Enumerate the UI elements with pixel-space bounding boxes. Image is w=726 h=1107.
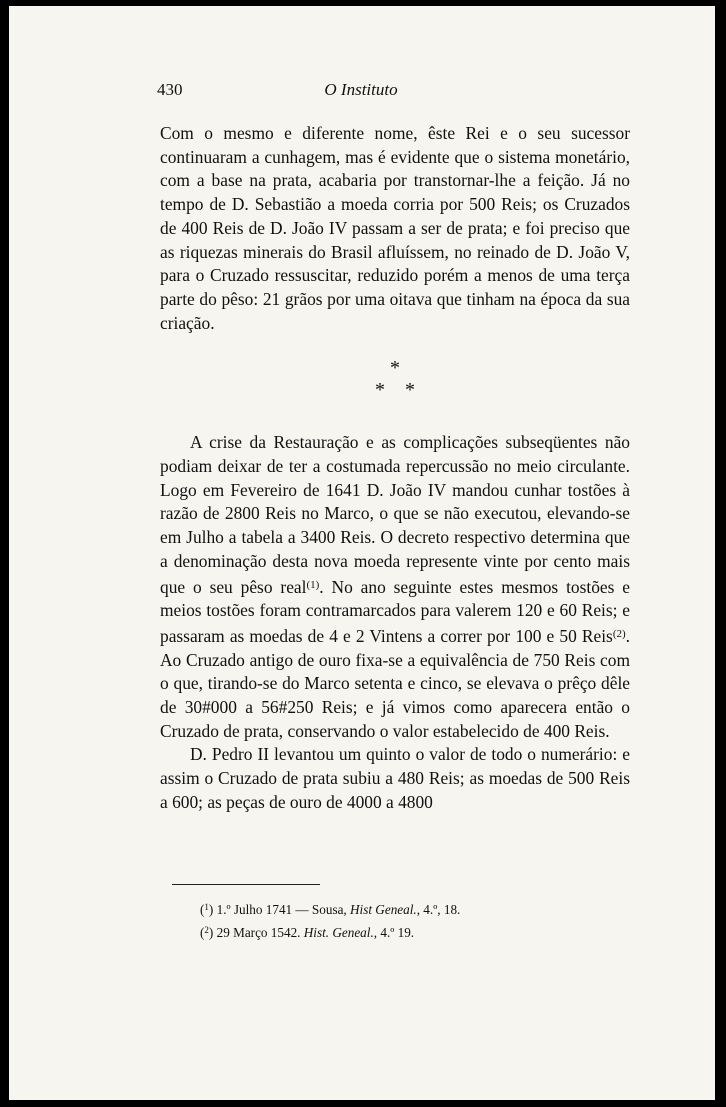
footnote-ref-1[interactable]: (1) xyxy=(306,578,320,591)
paragraph-2-text: . Ao Cruzado antigo de ouro fixa-se a equivalência de 750 Reis com o que, tirando-se do Marco setenta e cinco, se elevava o prêço dêle de 30#000 a 56#250 Reis; e já vimos como aparecera então o Cruzado de prata, conservando o valor estabelecido de 400 Reis. xyxy=(160,625,630,741)
document-page xyxy=(9,6,715,1100)
footnotes xyxy=(200,897,620,943)
running-title: O Instituto xyxy=(324,80,398,99)
asterism-divider xyxy=(375,358,415,408)
footnote-1: ($^1$) 1.º Julho 1741 — Sousa, Hist Geneal., 4.º, 18. xyxy=(200,902,461,917)
asterisk: * xyxy=(375,379,385,402)
footnote-tail: , 4.º, 18. xyxy=(416,902,461,917)
page-header xyxy=(157,80,565,104)
paragraph-3: D. Pedro II levantou um quinto o valor de todo o numerário: e assim o Cruzado de prata subiu a 480 Reis; as moedas de 500 Reis a 600; as peças de ouro de 4000 a 4800 xyxy=(160,744,630,812)
paragraph-1: Com o mesmo e diferente nome, êste Rei e o seu sucessor continuaram a cunhagem, mas é evidente que o sistema monetário, com a base na prata, acabaria por transtornar-lhe a feição. Já no tempo de D. Sebastião a moeda corria por 500 Reis; os Cruzados de 400 Reis de D. João IV passam a ser de prata; e foi preciso que as riquezas minerais do Brasil afluíssem, no reinado de D. João V, para o Cruzado ressuscitar, reduzido porém a menos de uma terça parte do pêso: 21 grãos por uma oitava que tinham na época da sua criação. xyxy=(160,123,630,333)
footnote-divider xyxy=(172,884,320,885)
footnote-2: ($^2$) 29 Março 1542. Hist. Geneal., 4.º 19. xyxy=(200,925,415,940)
footnote-source: Hist. Geneal. xyxy=(303,925,374,940)
page-number: 430 xyxy=(157,80,183,99)
footnote-mark: 1 xyxy=(204,902,209,912)
footnote-ref-2[interactable]: (2) xyxy=(612,627,626,640)
footnote-text: 29 Março 1542. xyxy=(216,925,304,940)
footnote-source: Hist Geneal. xyxy=(350,902,417,917)
footnote-text: 1.º Julho 1741 — Sousa, xyxy=(216,902,351,917)
asterisk: * xyxy=(405,379,415,402)
paragraph-2-text: . No ano seguinte estes mesmos tostões e meios tostões foram contramarcados para valerem 120 e 60 Reis; e passaram as moedas de 4 e 2 Vintens a correr por 100 e 50 Reis xyxy=(160,576,630,646)
body-text xyxy=(160,122,630,815)
footnote-mark: 2 xyxy=(204,925,209,935)
paragraph-2-text: A crise da Restauração e as complicações subseqüentes não podiam deixar de ter a costumada repercussão no meio circulante. Logo em Fevereiro de 1641 D. João IV mandou cunhar tostões à razão de 2800 Reis no Marco, o que se não executou, elevando-se em Julho a tabela a 3400 Reis. O decreto respectivo determina que a denominação desta nova moeda represente vinte por cento mais que o seu pêso real xyxy=(160,432,630,597)
footnote-tail: , 4.º 19. xyxy=(373,925,415,940)
asterisk: * xyxy=(390,357,400,380)
paragraph-2 xyxy=(160,431,630,743)
